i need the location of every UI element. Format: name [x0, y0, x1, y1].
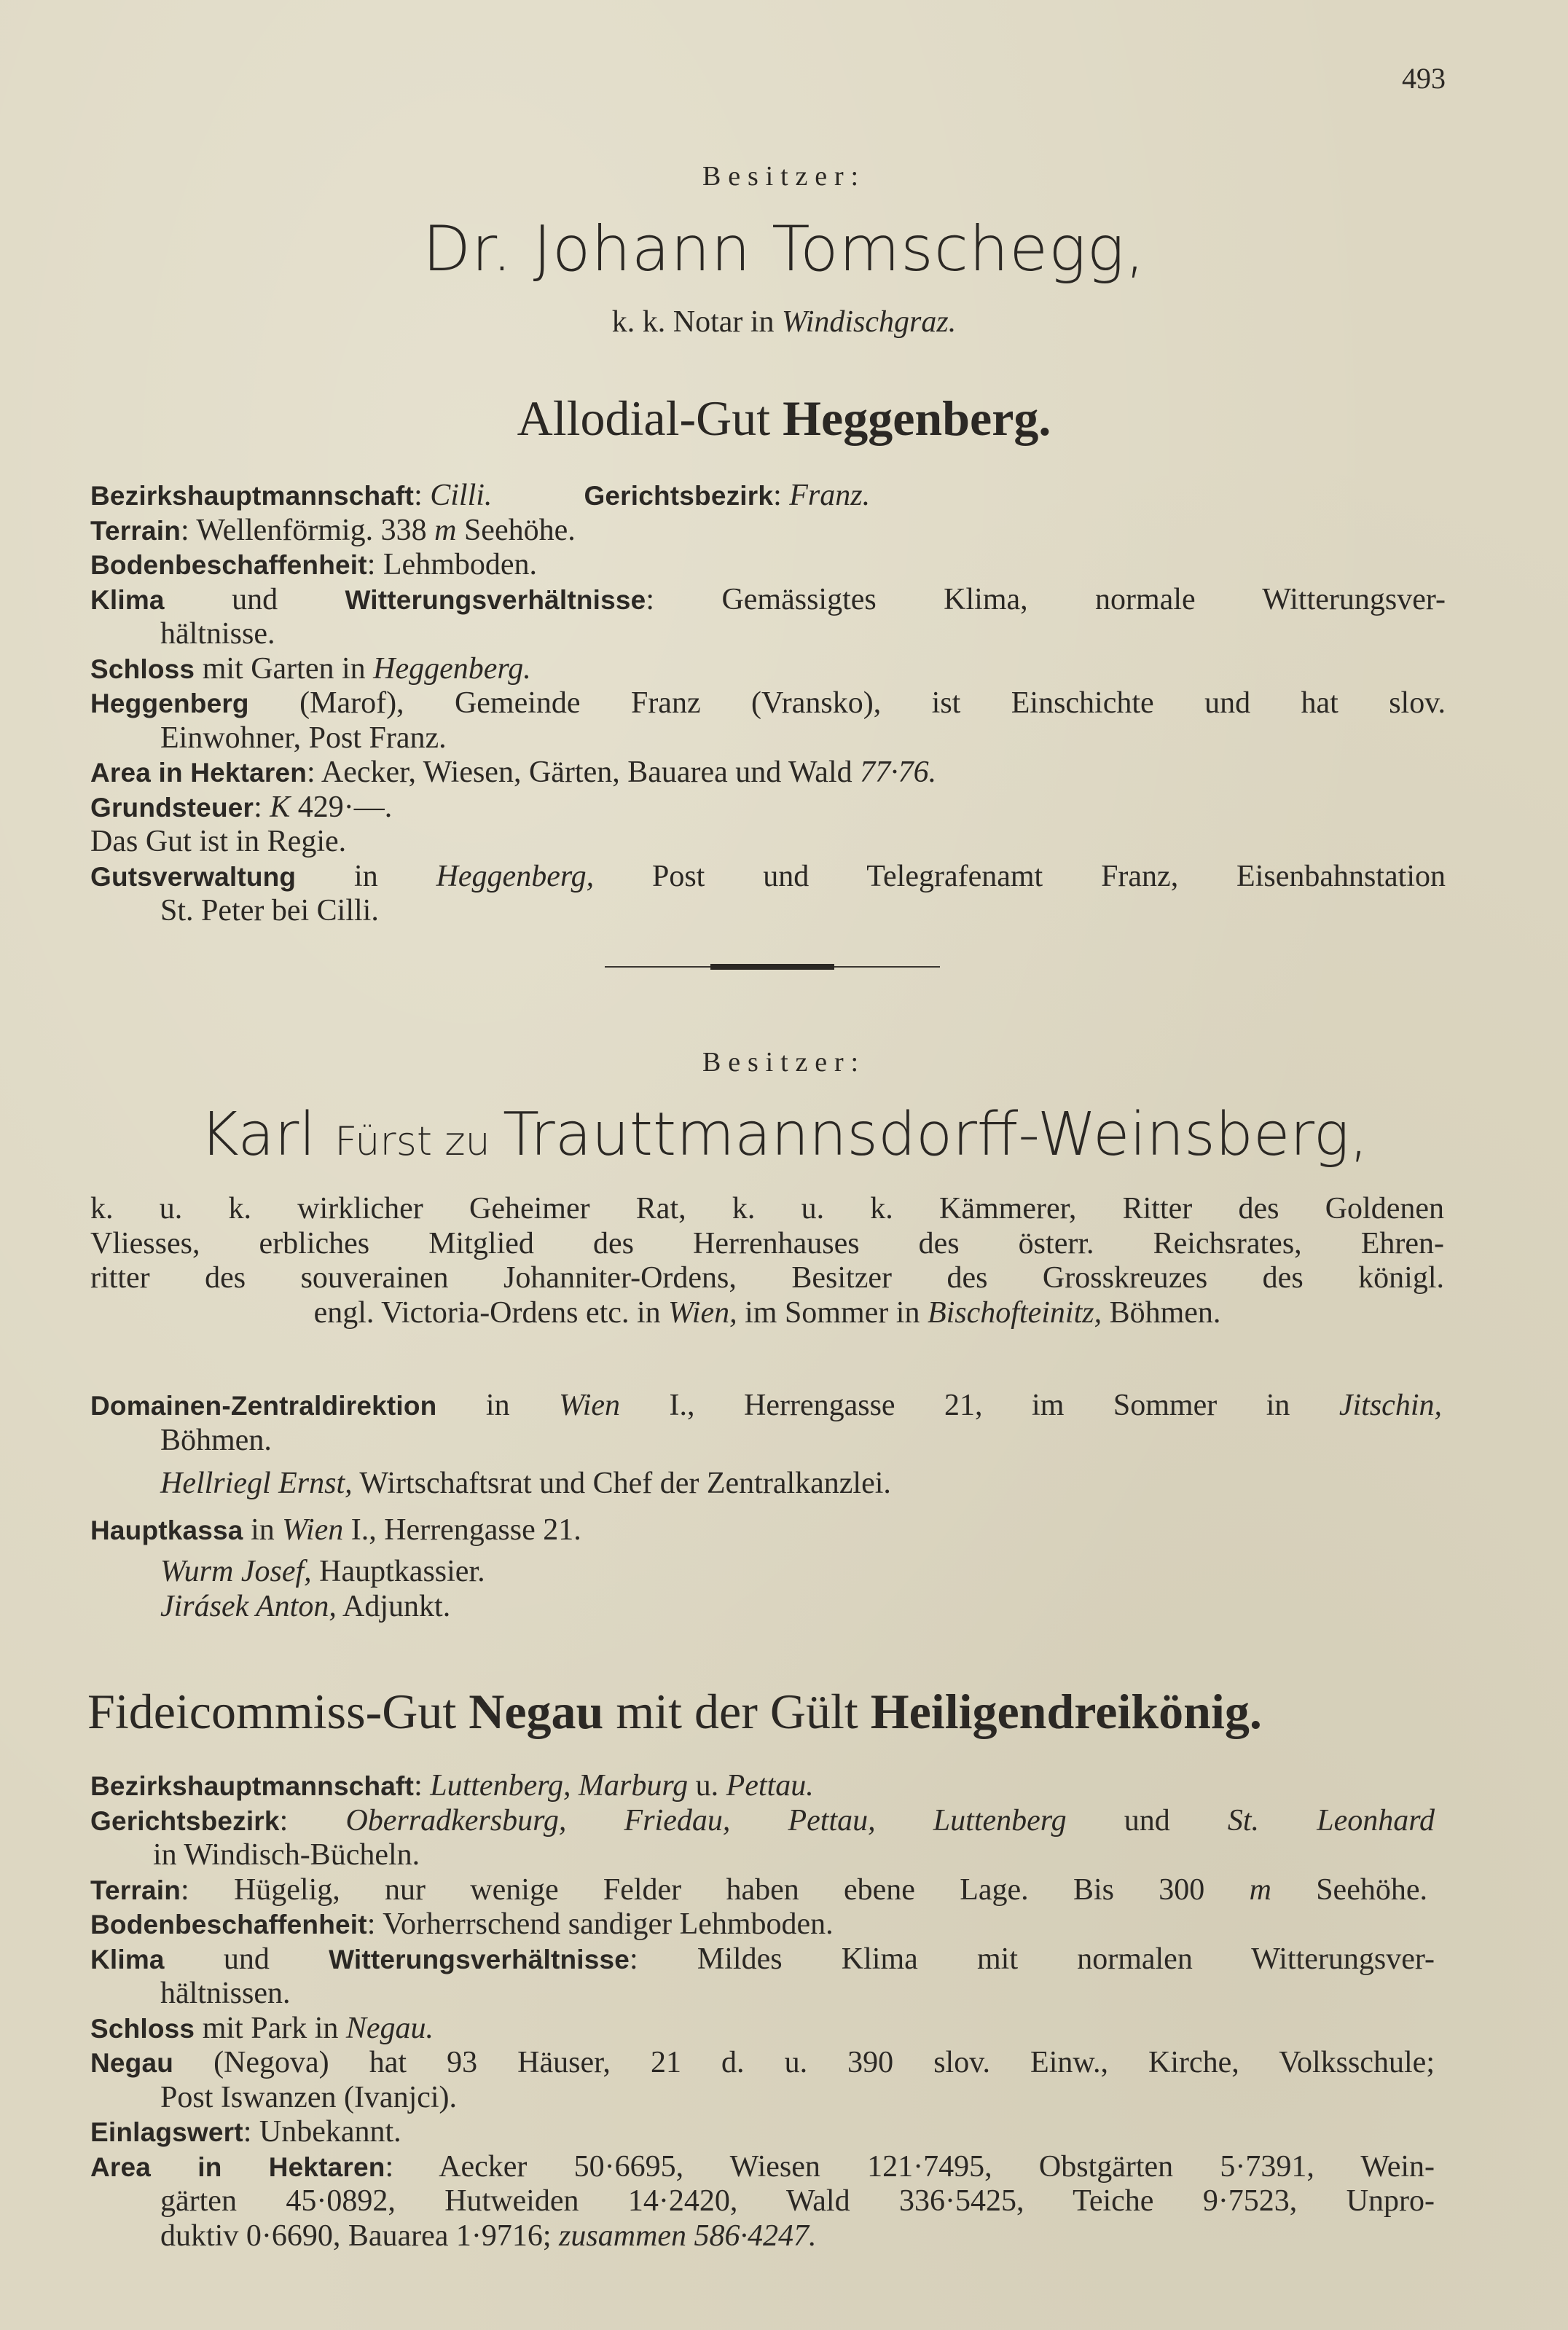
- detail-line: Heggenberg (Marof), Gemeinde Franz (Vransko), ist Einschichte und hat slov.: [90, 686, 1446, 720]
- detail-line: in Windisch-Bücheln.: [153, 1838, 420, 1872]
- detail-line: Post Iswanzen (Ivanjci).: [160, 2080, 458, 2114]
- detail-line: Einwohner, Post Franz.: [160, 721, 447, 755]
- estate-details-negau: [90, 1769, 1475, 2253]
- estate-title: Fideicommiss-Gut Negau mit der Gült Heiligendreikönig.: [87, 1684, 1262, 1739]
- detail-line: Terrain: Hügelig, nur wenige Felder haben ebene Lage. Bis 300 m Seehöhe.: [90, 1872, 1427, 1907]
- detail-line: Schloss mit Park in Negau.: [90, 2011, 434, 2045]
- detail-line: hältnisse.: [160, 617, 275, 651]
- owner-heading: Besitzer:: [702, 161, 866, 192]
- detail-line: Area in Hektaren: Aecker 50·6695, Wiesen 121·7495, Obstgärten 5·7391, Wein-: [90, 2149, 1435, 2184]
- title-line: engl. Victoria-Ordens etc. in Wien, im Sommer in Bischofteinitz, Böhmen.: [313, 1295, 1221, 1330]
- detail-line: Klima und Witterungsverhältnisse: Gemässigtes Klima, normale Witterungsver-: [90, 582, 1446, 616]
- detail-line: duktiv 0·6690, Bauarea 1·9716; zusammen 586·4247.: [160, 2219, 817, 2253]
- detail-line: Bezirkshauptmannschaft: Cilli. Gerichtsbezirk: Franz.: [90, 479, 871, 512]
- owner-title: k. k. Notar in Windischgraz.: [611, 305, 957, 339]
- detail-line: Negau (Negova) hat 93 Häuser, 21 d. u. 390 slov. Einw., Kirche, Volksschule;: [90, 2046, 1435, 2079]
- detail-line: hältnissen.: [160, 1977, 291, 2010]
- detail-line: Gerichtsbezirk: Oberradkersburg, Friedau, Pettau, Luttenberg und St. Leonhard: [90, 1803, 1435, 1837]
- page-number: 493: [1402, 62, 1446, 95]
- admin-line: Domainen-Zentraldirektion in Wien I., Herrengasse 21, im Sommer in Jitschin,: [90, 1389, 1442, 1422]
- section-divider: [605, 964, 940, 970]
- staff-line: Jirásek Anton, Adjunkt.: [160, 1589, 451, 1623]
- detail-line: gärten 45·0892, Hutweiden 14·2420, Wald 336·5425, Teiche 9·7523, Unpro-: [160, 2184, 1435, 2218]
- title-line: ritter des souverainen Johanniter-Ordens, Besitzer des Grosskreuzes des königl.: [90, 1261, 1444, 1295]
- admin-line: Böhmen.: [160, 1423, 272, 1457]
- owner-titles: [90, 1192, 1444, 1330]
- owner-name: Dr. Johann Tomschegg,: [422, 213, 1146, 286]
- owner-name: Karl Fürst zu Trauttmannsdorff-Weinsberg,: [200, 1100, 1368, 1169]
- title-line: Vliesses, erbliches Mitglied des Herrenhauses des österr. Reichsrates, Ehren-: [90, 1226, 1444, 1260]
- administration: [90, 1389, 1475, 1624]
- estate-title: Allodial-Gut Heggenberg.: [517, 391, 1051, 446]
- staff-line: Wurm Josef, Hauptkassier.: [160, 1555, 485, 1588]
- detail-line: Area in Hektaren: Aecker, Wiesen, Gärten, Bauarea und Wald 77·76.: [90, 756, 937, 789]
- owner-heading: Besitzer:: [702, 1047, 866, 1078]
- estate-details-heggenberg: [90, 479, 1475, 929]
- detail-line: Schloss mit Garten in Heggenberg.: [90, 651, 531, 686]
- detail-line: Bezirkshauptmannschaft: Luttenberg, Marburg u. Pettau.: [90, 1769, 814, 1803]
- detail-line: Gutsverwaltung in Heggenberg, Post und Telegrafenamt Franz, Eisenbahnstation: [90, 859, 1446, 893]
- detail-line: Bodenbeschaffenheit: Vorherrschend sandiger Lehmboden.: [90, 1907, 834, 1941]
- detail-line: Klima und Witterungsverhältnisse: Mildes Klima mit normalen Witterungsver-: [90, 1942, 1435, 1976]
- detail-line: Bodenbeschaffenheit: Lehmboden.: [90, 548, 538, 581]
- admin-line: Hauptkassa in Wien I., Herrengasse 21.: [90, 1513, 581, 1547]
- detail-line: Einlagswert: Unbekannt.: [90, 2115, 401, 2149]
- detail-line: Grundsteuer: K 429·—.: [90, 790, 393, 824]
- detail-line: Das Gut ist in Regie.: [90, 825, 347, 858]
- staff-line: Hellriegl Ernst, Wirtschaftsrat und Chef der Zentralkanzlei.: [160, 1467, 891, 1500]
- detail-line: St. Peter bei Cilli.: [160, 894, 379, 927]
- detail-line: Terrain: Wellenförmig. 338 m Seehöhe.: [90, 513, 576, 547]
- title-line: k. u. k. wirklicher Geheimer Rat, k. u. k. Kämmerer, Ritter des Goldenen: [90, 1192, 1444, 1225]
